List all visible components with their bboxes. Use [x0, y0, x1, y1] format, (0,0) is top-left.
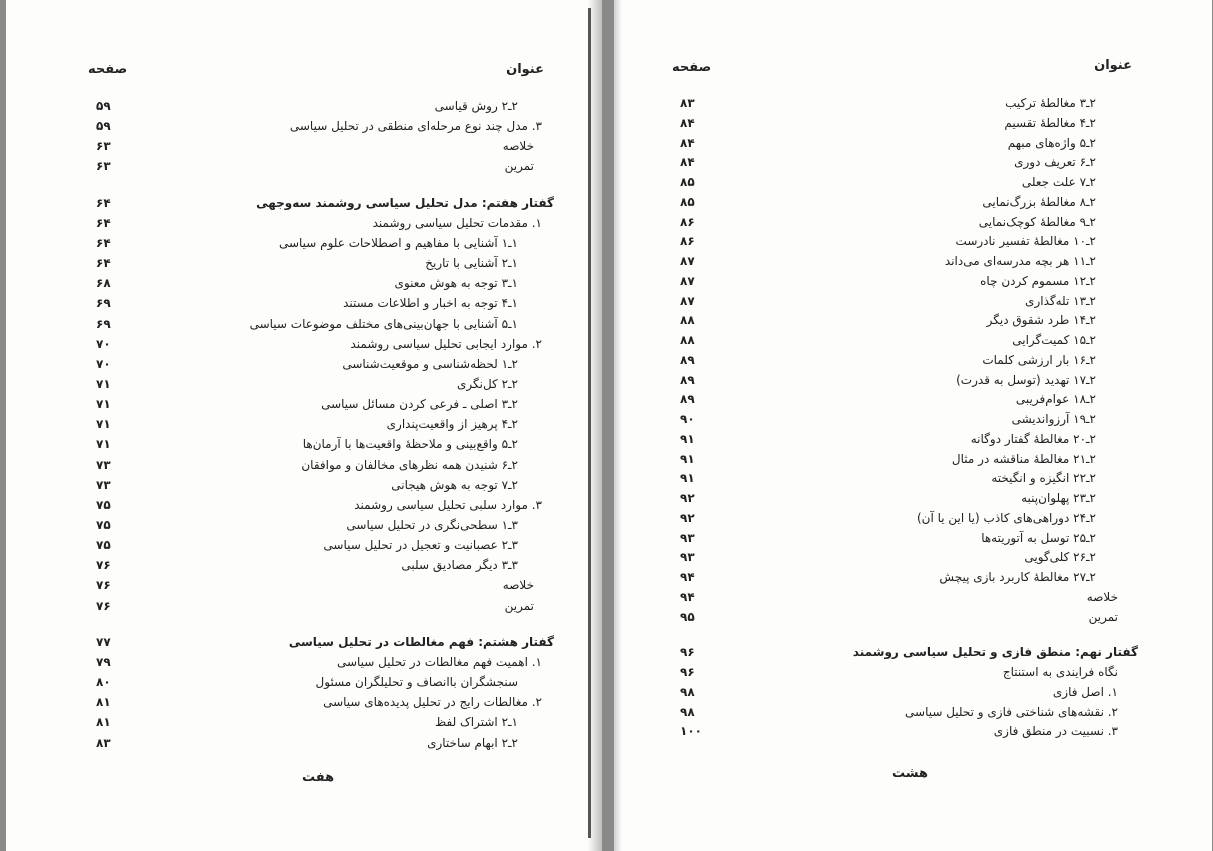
entry-title: ۲ـ۲۴ دوراهی‌های کاذب (یا این یا آن): [916, 510, 1096, 525]
toc-row: [614, 409, 1212, 429]
entry-page-number: ۷۰: [96, 336, 111, 351]
entry-title: ۲ـ۱۲ مسموم کردن چاه: [980, 273, 1096, 288]
entry-page-number: ۷۶: [96, 598, 111, 613]
entry-page-number: ۷۳: [96, 457, 111, 472]
toc-row: [614, 133, 1212, 153]
entry-title: ۱ـ۳ توجه به هوش معنوی: [394, 276, 518, 291]
toc-row: [614, 662, 1212, 682]
entry-page-number: ۱۰۰: [680, 724, 702, 739]
toc-chapter-row: [614, 642, 1212, 662]
toc-row: [6, 334, 602, 354]
toc-row: [6, 213, 602, 233]
toc-row: [614, 231, 1212, 251]
entry-title: ۳. مدل چند نوع مرحله‌ای منطقی در تحلیل سیاسی: [289, 119, 542, 134]
entry-page-number: ۹۳: [680, 550, 695, 565]
entry-page-number: ۹۱: [680, 471, 695, 486]
toc-row: [614, 350, 1212, 370]
entry-page-number: ۷۹: [96, 654, 111, 669]
entry-title: تمرین: [504, 598, 534, 613]
entry-title: نگاه فرایندی به استنتاج: [1002, 665, 1118, 679]
entry-title: ۱. اهمیت فهم مغالطات در تحلیل سیاسی: [336, 654, 542, 669]
entry-page-number: ۷۵: [96, 538, 111, 553]
book-spine: [588, 8, 591, 838]
entry-page-number: ۹۲: [680, 491, 695, 505]
toc-row: [6, 253, 602, 273]
entry-title: ۲ـ۱۸ عوام‌فریبی: [1015, 392, 1096, 407]
entry-title: ۲. مغالطات رایج در تحلیل پدیده‌های سیاسی: [323, 695, 542, 710]
entry-page-number: ۹۵: [680, 609, 695, 624]
entry-page-number: ۶۴: [96, 195, 111, 210]
toc-row: [614, 370, 1212, 390]
toc-row: [6, 733, 602, 753]
entry-page-number: ۹۱: [680, 431, 695, 446]
entry-page-number: ۹۸: [680, 684, 695, 699]
chapter-title: گفتار هشتم: فهم مغالطات در تحلیل سیاسی: [288, 634, 554, 649]
entry-page-number: ۵۹: [96, 99, 111, 113]
entry-page-number: ۷۱: [96, 437, 111, 452]
entry-title: ۲ـ۱ لحظه‌شناسی و موقعیت‌شناسی: [342, 356, 518, 371]
entry-page-number: ۸۵: [680, 175, 695, 189]
entry-page-number: ۹۴: [680, 589, 695, 604]
entry-title: ۲ـ۴ پرهیز از واقعیت‌پنداری: [386, 417, 518, 432]
entry-title: ۲ـ۲۲ انگیزه و انگیخته: [991, 471, 1096, 486]
entry-page-number: ۵۹: [96, 119, 111, 134]
entry-title: ۲ـ۲۳ پهلوان‌پنبه: [1021, 491, 1096, 505]
toc-row: [6, 692, 602, 712]
entry-page-number: ۹۸: [680, 704, 695, 719]
entry-page-number: ۶۹: [96, 296, 111, 311]
page-column-header: صفحه: [88, 62, 128, 77]
entry-page-number: ۷۶: [96, 578, 111, 593]
toc-row: [614, 291, 1212, 311]
entry-page-number: ۸۷: [680, 293, 695, 308]
entry-title: ۳. نسبیت در منطق فازی: [993, 724, 1118, 739]
entry-title: سنجشگران باانصاف و تحلیلگران مسئول: [315, 675, 518, 690]
toc-row: [614, 449, 1212, 469]
toc-row: [614, 172, 1212, 192]
entry-page-number: ۶۴: [96, 215, 111, 230]
entry-title: ۲ـ۵ واژه‌های مبهم: [1007, 135, 1096, 150]
entry-title: ۱ـ۴ توجه به اخبار و اطلاعات مستند: [343, 296, 518, 311]
toc-row: [6, 156, 602, 176]
chapter-title: گفتار هفتم: مدل تحلیل سیاسی روشمند سه‌وجهی: [256, 195, 554, 210]
entry-page-number: ۷۱: [96, 417, 111, 432]
toc-row: [6, 535, 602, 555]
toc-row: [614, 702, 1212, 722]
entry-title: ۲ـ۲ ابهام ساختاری: [427, 735, 518, 750]
toc-chapter-row: [6, 193, 602, 213]
entry-page-number: ۸۱: [96, 695, 111, 710]
toc-row: [614, 212, 1212, 232]
entry-title: ۲ـ۱۹ آرزواندیشی: [1011, 412, 1096, 426]
entry-title: ۱ـ۱ آشنایی با مفاهیم و اصطلاحات علوم سیاسی: [278, 235, 518, 250]
entry-page-number: ۸۴: [680, 135, 695, 150]
entry-page-number: ۶۳: [96, 159, 111, 174]
toc-row: [6, 273, 602, 293]
entry-page-number: ۸۴: [680, 115, 695, 130]
entry-title: ۳ـ۳ دیگر مصادیق سلبی: [401, 558, 518, 573]
entry-title: ۲ـ۱۷ تهدید (توسل به قدرت): [956, 372, 1096, 387]
toc-row: [6, 712, 602, 732]
left-page: [6, 0, 602, 851]
toc-row: [614, 488, 1212, 508]
entry-title: ۲ـ۴ مغالطهٔ تقسیم: [1004, 115, 1096, 130]
entry-page-number: ۹۱: [680, 451, 695, 466]
entry-page-number: ۸۹: [680, 352, 695, 367]
entry-title: ۲ـ۲۶ کلی‌گویی: [1024, 550, 1096, 565]
entry-title: ۲ـ۲۵ توسل به آتوریته‌ها: [981, 530, 1096, 545]
toc-row: [6, 652, 602, 672]
entry-title: ۲ـ۱۴ طرد شقوق دیگر: [986, 313, 1096, 328]
entry-page-number: ۸۳: [680, 96, 695, 110]
toc-row: [6, 596, 602, 616]
entry-title: خلاصه: [502, 578, 534, 593]
toc-row: [614, 567, 1212, 587]
toc-row: [614, 607, 1212, 627]
toc-row: [6, 314, 602, 334]
entry-page-number: ۷۰: [96, 356, 111, 371]
toc-row: [6, 672, 602, 692]
toc-chapter-row: [6, 632, 602, 652]
entry-title: ۲ـ۲۱ مغالطهٔ مناقشه در مثال: [951, 451, 1096, 466]
entry-title: ۲ـ۵ واقع‌بینی و ملاحظهٔ واقعیت‌ها با آرمان‌ها: [302, 437, 518, 452]
toc-row: [6, 455, 602, 475]
right-page: [614, 0, 1212, 851]
toc-row: [614, 682, 1212, 702]
entry-page-number: ۷۶: [96, 558, 111, 573]
entry-page-number: ۸۷: [680, 254, 695, 268]
entry-page-number: ۹۳: [680, 530, 695, 545]
entry-title: ۲ـ۱۳ تله‌گذاری: [1025, 293, 1096, 308]
toc-row: [614, 192, 1212, 212]
toc-row: [6, 293, 602, 313]
entry-page-number: ۷۵: [96, 497, 111, 512]
toc-row: [614, 547, 1212, 567]
entry-title: ۲ـ۲ کل‌نگری: [456, 376, 518, 391]
chapter-title: گفتار نهم: منطق فازی و تحلیل سیاسی روشمند: [852, 645, 1138, 660]
entry-page-number: ۸۹: [680, 392, 695, 407]
entry-page-number: ۸۳: [96, 735, 111, 750]
toc-row: [6, 374, 602, 394]
toc-row: [614, 508, 1212, 528]
toc-row: [614, 429, 1212, 449]
page-folio: هشت: [892, 766, 929, 781]
page-column-header: صفحه: [672, 60, 712, 75]
toc-row: [6, 136, 602, 156]
entry-page-number: ۷۱: [96, 397, 111, 412]
toc-row: [6, 354, 602, 374]
entry-page-number: ۷۱: [96, 376, 111, 391]
page-folio: هفت: [302, 770, 335, 785]
toc-row: [6, 555, 602, 575]
toc-row: [614, 721, 1212, 741]
toc-row: [6, 414, 602, 434]
title-column-header: عنوان: [1094, 58, 1132, 73]
entry-title: ۳. موارد سلبی تحلیل سیاسی روشمند: [354, 497, 542, 512]
toc-row: [614, 113, 1212, 133]
entry-title: ۲ـ۱۰ مغالطهٔ تفسیر نادرست: [955, 234, 1096, 249]
toc-row: [6, 434, 602, 454]
entry-page-number: ۸۶: [680, 214, 695, 229]
entry-title: ۲ـ۶ شنیدن همه نظرهای مخالفان و موافقان: [301, 457, 518, 472]
entry-title: ۲. موارد ایجابی تحلیل سیاسی روشمند: [350, 336, 542, 351]
entry-title: خلاصه: [1086, 589, 1118, 604]
entry-title: ۲. نقشه‌های شناختی فازی و تحلیل سیاسی: [905, 704, 1118, 719]
toc-row: [6, 233, 602, 253]
entry-page-number: ۹۴: [680, 570, 695, 584]
entry-page-number: ۶۴: [96, 235, 111, 250]
entry-page-number: ۹۰: [680, 412, 695, 426]
entry-title: ۲ـ۲۰ مغالطهٔ گفتار دوگانه: [970, 431, 1096, 446]
entry-title: ۱. اصل فازی: [1052, 684, 1118, 699]
entry-page-number: ۶۹: [96, 316, 111, 331]
entry-title: ۲ـ۸ مغالطهٔ بزرگ‌نمایی: [982, 194, 1096, 209]
entry-title: ۲ـ۷ توجه به هوش هیجانی: [391, 477, 518, 492]
entry-title: ۳ـ۲ عصبانیت و تعجیل در تحلیل سیاسی: [323, 538, 518, 553]
entry-title: ۲ـ۱۶ بار ارزشی کلمات: [982, 352, 1096, 367]
entry-page-number: ۸۵: [680, 194, 695, 209]
toc-row: [6, 475, 602, 495]
toc-row: [614, 468, 1212, 488]
toc-row: [6, 575, 602, 595]
entry-page-number: ۶۸: [96, 276, 111, 291]
entry-title: خلاصه: [502, 139, 534, 154]
toc-row: [614, 330, 1212, 350]
entry-title: ۲ـ۳ مغالطهٔ ترکیب: [1005, 96, 1096, 110]
entry-title: ۲ـ۲ روش قیاسی: [434, 99, 518, 113]
title-column-header: عنوان: [506, 62, 544, 77]
toc-row: [614, 587, 1212, 607]
entry-title: ۲ـ۲۷ مغالطهٔ کاربرد بازی پیچش: [939, 570, 1096, 584]
entry-page-number: ۶۳: [96, 139, 111, 154]
entry-page-number: ۹۲: [680, 510, 695, 525]
entry-page-number: ۷۳: [96, 477, 111, 492]
entry-page-number: ۸۸: [680, 333, 695, 347]
toc-row: [614, 310, 1212, 330]
entry-title: تمرین: [504, 159, 534, 174]
entry-page-number: ۸۰: [96, 675, 111, 690]
entry-title: ۱ـ۲ آشنایی با تاریخ: [425, 256, 518, 271]
entry-page-number: ۸۶: [680, 234, 695, 249]
entry-title: ۳ـ۱ سطحی‌نگری در تحلیل سیاسی: [346, 518, 518, 532]
entry-page-number: ۸۱: [96, 715, 111, 730]
entry-page-number: ۸۴: [680, 155, 695, 170]
toc-row: [614, 528, 1212, 548]
entry-title: ۱. مقدمات تحلیل سیاسی روشمند: [372, 215, 542, 230]
toc-row: [6, 515, 602, 535]
entry-page-number: ۹۶: [680, 665, 695, 679]
entry-page-number: ۹۶: [680, 645, 695, 660]
entry-title: ۱ـ۵ آشنایی با جهان‌بینی‌های مختلف موضوعات سیاسی: [249, 316, 518, 331]
toc-row: [614, 93, 1212, 113]
toc-row: [6, 116, 602, 136]
toc-row: [614, 271, 1212, 291]
entry-page-number: ۸۷: [680, 273, 695, 288]
toc-row: [6, 394, 602, 414]
toc-row: [614, 152, 1212, 172]
entry-title: ۲ـ۹ مغالطهٔ کوچک‌نمایی: [978, 214, 1096, 229]
entry-page-number: ۷۷: [96, 634, 111, 649]
entry-page-number: ۸۹: [680, 372, 695, 387]
toc-row: [614, 389, 1212, 409]
entry-title: ۲ـ۶ تعریف دوری: [1014, 155, 1096, 170]
entry-page-number: ۶۴: [96, 256, 111, 271]
entry-title: ۲ـ۱۱ هر بچه مدرسه‌ای می‌داند: [944, 254, 1096, 268]
entry-title: ۱ـ۲ اشتراک لفظ: [435, 715, 518, 730]
entry-title: ۲ـ۳ اصلی ـ فرعی کردن مسائل سیاسی: [321, 397, 518, 412]
entry-title: تمرین: [1088, 609, 1118, 624]
entry-title: ۲ـ۷ علت جعلی: [1021, 175, 1096, 189]
toc-row: [6, 96, 602, 116]
entry-title: ۲ـ۱۵ کمیت‌گرایی: [1012, 333, 1096, 347]
entry-page-number: ۷۵: [96, 518, 111, 532]
toc-row: [6, 495, 602, 515]
entry-page-number: ۸۸: [680, 313, 695, 328]
toc-row: [614, 251, 1212, 271]
